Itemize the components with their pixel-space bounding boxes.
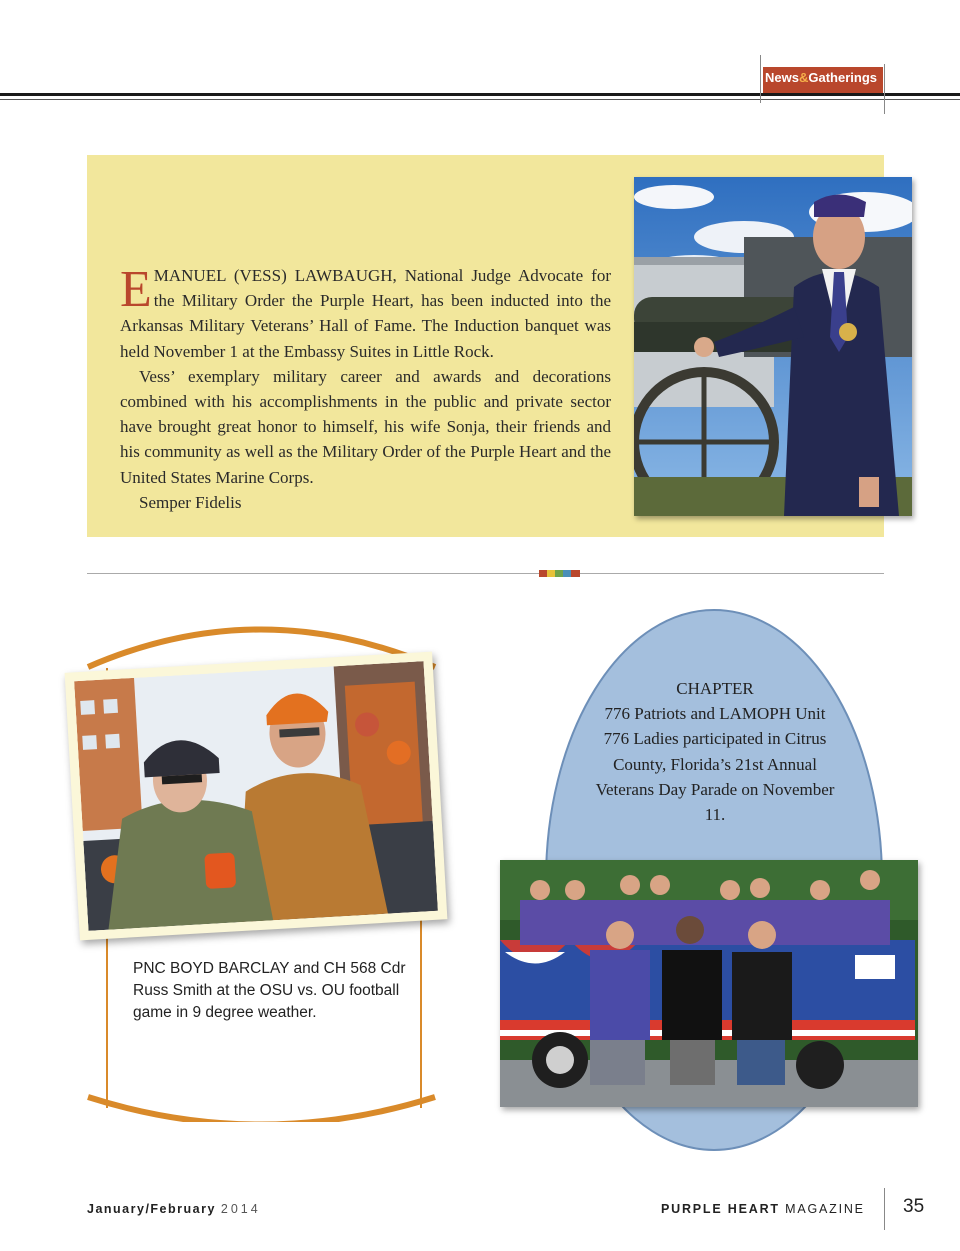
parade-float-photo — [500, 860, 918, 1107]
section-label: News&Gatherings — [765, 70, 877, 85]
football-caption: PNC BOYD BARCLAY and CH 568 Cdr Russ Smith at the OSU vs. OU football game in 9 degree weather. — [133, 960, 406, 1021]
football-photo-frame — [65, 652, 448, 941]
veteran-portrait-photo — [634, 177, 912, 516]
parade-caption-lead: CHAPTER — [676, 679, 754, 698]
footer-magazine: PURPLE HEART MAGAZINE — [661, 1202, 865, 1216]
section-divider — [87, 573, 884, 574]
footer-issue: January/February 2014 — [87, 1202, 261, 1216]
footer-rule — [884, 1188, 885, 1230]
article-paragraph-3: Semper Fidelis — [139, 492, 242, 512]
football-fans-photo — [74, 661, 438, 931]
header-rule-thin — [0, 99, 960, 100]
article-lede: MANUEL (VESS) LAWBAUGH, — [153, 266, 397, 285]
page-number: 35 — [903, 1196, 925, 1217]
header-tick-left — [760, 55, 761, 103]
divider-swatch — [571, 570, 580, 577]
parade-caption — [590, 676, 840, 827]
drop-cap: E — [120, 261, 152, 318]
article-paragraph-2: Vess’ exemplary military career and awards and decorations combined with his accomplishments in the public and private sector have brought great honor to himself, his wife Sonja, their friends and his community as well as the Military Order of the Purple Heart and the United States Marine Corps. — [120, 366, 611, 487]
parade-caption-body: 776 Patriots and LAMOPH Unit 776 Ladies participated in Citrus County, Florida’s 21st Annual Veterans Day Parade on November 11. — [595, 704, 835, 825]
header-tick-right — [884, 64, 885, 114]
article-text — [120, 263, 611, 515]
header-rule — [0, 93, 960, 96]
article-paragraph-1: EMANUEL (VESS) LAWBAUGH, National Judge Advocate for the Military Order the Purple Heart, has been inducted into the Arkansas Military Veterans’ Hall of Fame. The Induction banquet was held November 1 at the Embassy Suites in Little Rock. — [120, 261, 611, 361]
